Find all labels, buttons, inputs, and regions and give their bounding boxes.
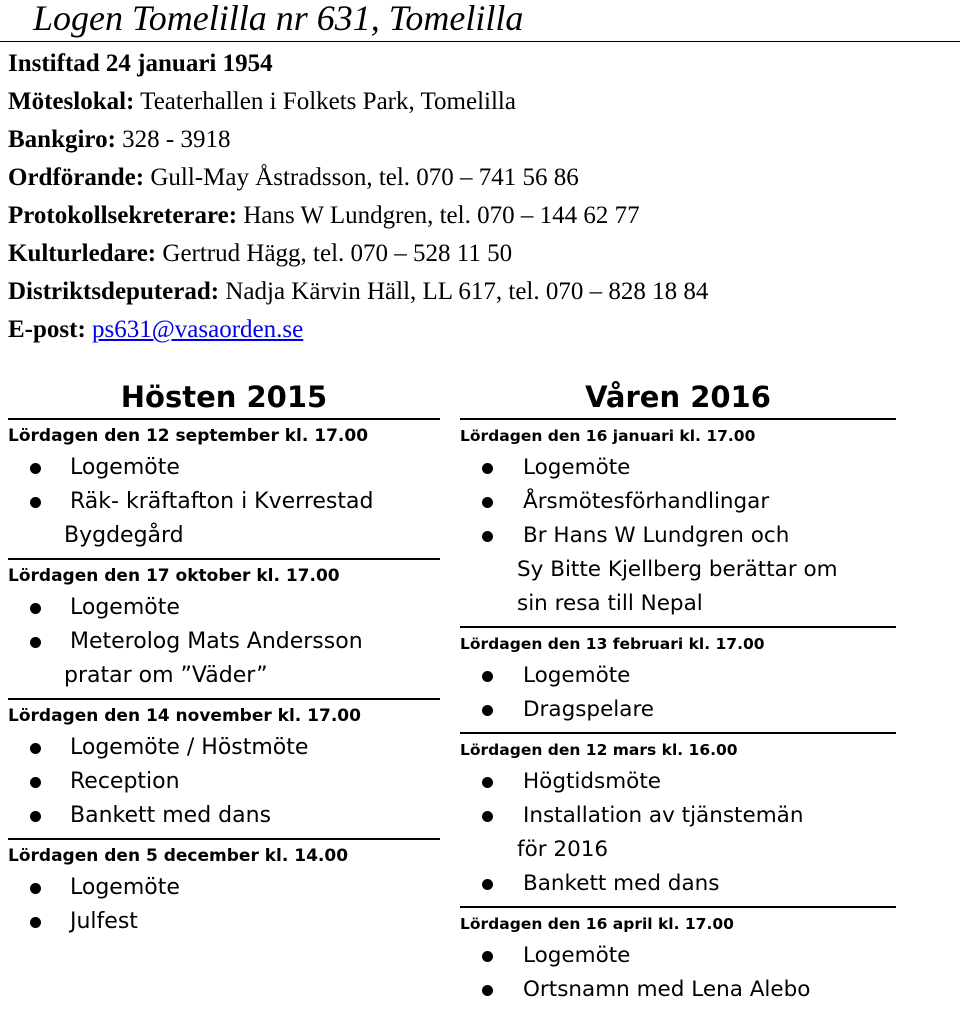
secretary-label: Protokollsekreterare: bbox=[8, 202, 238, 229]
bullet-icon bbox=[30, 743, 41, 754]
autumn-heading: Hösten 2015 bbox=[120, 380, 328, 414]
bullet-icon bbox=[30, 497, 41, 508]
bullet-icon bbox=[482, 671, 493, 682]
district-line bbox=[8, 273, 708, 311]
list-item: Dragspelare bbox=[460, 693, 896, 727]
list-item: Ortsnamn med Lena Alebo bbox=[460, 973, 896, 1007]
bullet-icon bbox=[482, 705, 493, 716]
bullet-icon bbox=[482, 811, 493, 822]
bullet-icon bbox=[30, 637, 41, 648]
bullet-icon bbox=[482, 879, 493, 890]
bankgiro-line bbox=[8, 121, 708, 159]
chair-line bbox=[8, 159, 708, 197]
bullet-icon bbox=[30, 883, 41, 894]
list-item: Julfest bbox=[8, 905, 440, 939]
email-link[interactable]: ps631@vasaorden.se bbox=[92, 316, 304, 343]
list-item: Logemöte bbox=[460, 451, 896, 485]
secretary-line bbox=[8, 197, 708, 235]
bullet-icon bbox=[482, 531, 493, 542]
lodge-title: Logen Tomelilla nr 631, Tomelilla bbox=[33, 0, 524, 38]
meeting-date: Lördagen den 17 oktober kl. 17.00 bbox=[8, 558, 440, 591]
list-item: Meterolog Mats Andersson pratar om ”Väder” bbox=[8, 625, 440, 693]
list-item: Br Hans W Lundgren och Sy Bitte Kjellberg berättar om sin resa till Nepal bbox=[460, 519, 896, 621]
lodge-info bbox=[8, 45, 708, 349]
district-label: Distriktsdeputerad: bbox=[8, 278, 220, 305]
email-label: E-post: bbox=[8, 316, 86, 343]
bullet-icon bbox=[30, 777, 41, 788]
meeting-date: Lördagen den 12 mars kl. 16.00 bbox=[460, 732, 896, 765]
list-item: Logemöte / Höstmöte bbox=[8, 731, 440, 765]
meeting-date: Lördagen den 16 januari kl. 17.00 bbox=[460, 418, 896, 451]
venue-line bbox=[8, 83, 708, 121]
bullet-icon bbox=[482, 951, 493, 962]
bullet-icon bbox=[482, 463, 493, 474]
bullet-icon bbox=[482, 777, 493, 788]
founded-text: Instiftad 24 januari 1954 bbox=[8, 50, 273, 77]
list-item: Installation av tjänstemän för 2016 bbox=[460, 799, 896, 867]
list-item: Logemöte bbox=[460, 939, 896, 973]
culture-value: Gertrud Hägg, tel. 070 – 528 11 50 bbox=[156, 240, 513, 267]
culture-label: Kulturledare: bbox=[8, 240, 157, 267]
culture-line bbox=[8, 235, 708, 273]
bullet-icon bbox=[30, 917, 41, 928]
bullet-icon bbox=[30, 603, 41, 614]
list-item: Logemöte bbox=[8, 451, 440, 485]
spring-heading: Våren 2016 bbox=[585, 380, 771, 414]
venue-value: Teaterhallen i Folkets Park, Tomelilla bbox=[134, 88, 516, 115]
email-line bbox=[8, 311, 708, 349]
list-item: Årsmötesförhandlingar bbox=[460, 485, 896, 519]
list-item: Logemöte bbox=[8, 871, 440, 905]
meeting-date: Lördagen den 14 november kl. 17.00 bbox=[8, 698, 440, 731]
autumn-schedule bbox=[8, 376, 440, 939]
venue-label: Möteslokal: bbox=[8, 88, 135, 115]
bullet-icon bbox=[30, 811, 41, 822]
list-item: Logemöte bbox=[8, 591, 440, 625]
bullet-icon bbox=[30, 463, 41, 474]
founded-line bbox=[8, 45, 708, 83]
chair-value: Gull-May Åstradsson, tel. 070 – 741 56 86 bbox=[144, 164, 579, 191]
meeting-date: Lördagen den 13 februari kl. 17.00 bbox=[460, 626, 896, 659]
district-value: Nadja Kärvin Häll, LL 617, tel. 070 – 828 18 84 bbox=[219, 278, 709, 305]
secretary-value: Hans W Lundgren, tel. 070 – 144 62 77 bbox=[237, 202, 640, 229]
chair-label: Ordförande: bbox=[8, 164, 145, 191]
list-item: Bankett med dans bbox=[460, 867, 896, 901]
bankgiro-value: 328 - 3918 bbox=[115, 126, 231, 153]
bankgiro-label: Bankgiro: bbox=[8, 126, 116, 153]
bullet-icon bbox=[482, 985, 493, 996]
list-item: Högtidsmöte bbox=[460, 765, 896, 799]
spring-schedule bbox=[460, 376, 896, 1007]
list-item: Bankett med dans bbox=[8, 799, 440, 833]
meeting-date: Lördagen den 16 april kl. 17.00 bbox=[460, 906, 896, 939]
meeting-date: Lördagen den 5 december kl. 14.00 bbox=[8, 838, 440, 871]
bullet-icon bbox=[482, 497, 493, 508]
meeting-date: Lördagen den 12 september kl. 17.00 bbox=[8, 418, 440, 451]
title-divider bbox=[0, 41, 960, 42]
list-item: Logemöte bbox=[460, 659, 896, 693]
list-item: Reception bbox=[8, 765, 440, 799]
list-item: Räk- kräftafton i Kverrestad Bygdegård bbox=[8, 485, 440, 553]
